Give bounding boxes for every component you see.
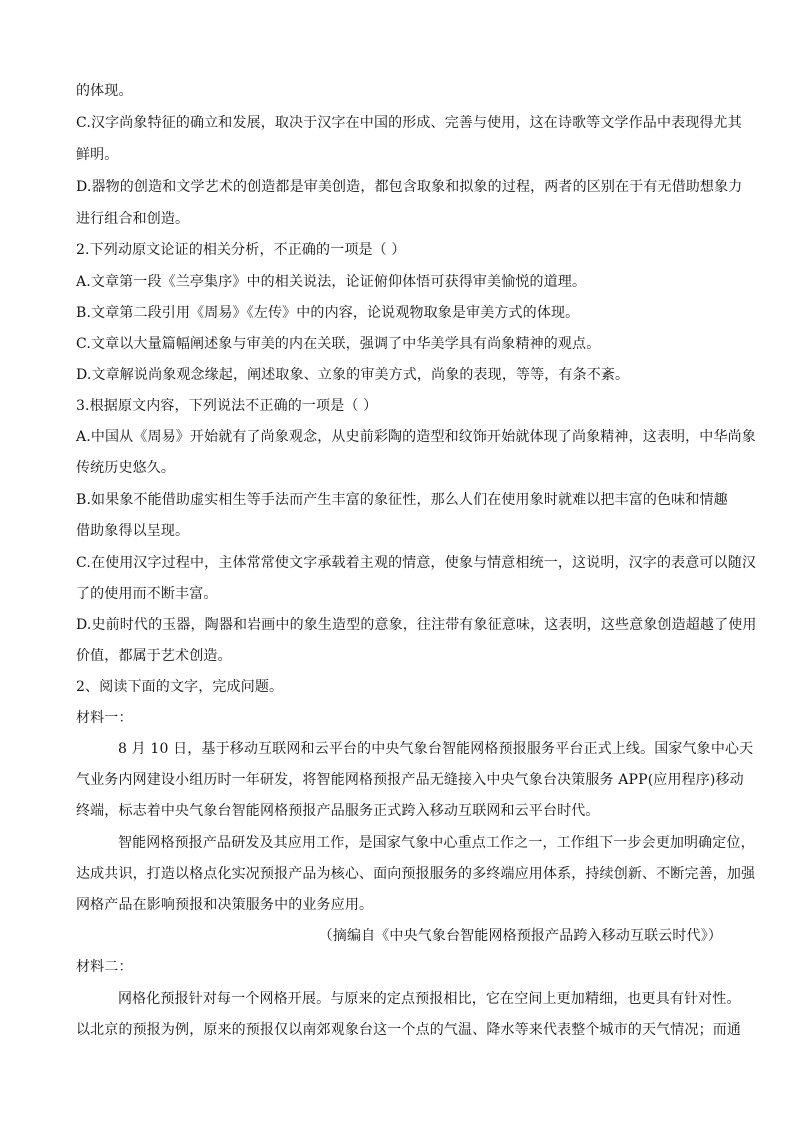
material-1-paragraph-line: 8 月 10 日，基于移动互联网和云平台的中央气象台智能网格预报服务平台正式上线。国家气象中心天 [118, 741, 754, 757]
section-2-heading: 2、阅读下面的文字，完成问题。 [76, 679, 284, 695]
q3-option-c-line-1: C.在使用汉字过程中，主体常常使文字承载着主观的情意，使象与情意相统一，这说明，汉字的表意可以随汉 [76, 555, 757, 571]
q2-option-c: C.文章以大量篇幅阐述象与审美的内在关联，强调了中华美学具有尚象精神的观点。 [76, 336, 601, 352]
q2-option-b: B.文章第二段引用《周易》《左传》中的内容，论说观物取象是审美方式的体现。 [76, 305, 580, 321]
material-1-paragraph-line: 达成共识，打造以格点化实况预报产品为核心、面向预报服务的多终端应用体系，持续创新、不断完善，加强 [76, 866, 756, 882]
material-1-paragraph-line: 网格产品在影响预报和决策服务中的业务应用。 [76, 897, 374, 913]
material-1-label: 材料一： [76, 710, 133, 726]
q3-option-c-line-2: 了的使用而不断丰富。 [76, 586, 218, 602]
option-d-line-2: 进行组合和创造。 [76, 211, 190, 227]
material-1-paragraph-line: 智能网格预报产品研发及其应用工作，是国家气象中心重点工作之一，工作组下一步会更加明确定位， [118, 835, 755, 851]
question-2: 2.下列动原文论证的相关分析，不正确的一项是（ ） [76, 242, 406, 258]
option-c-line-1: C.汉字尚象特征的确立和发展，取决于汉字在中国的形成、完善与使用，这在诗歌等文学作品中表现得尤其 [76, 115, 742, 131]
source-note: （摘编自《中央气象台智能网格预报产品跨入移动互联云时代》） [318, 928, 722, 944]
q3-option-a-line-2: 传统历史悠久。 [76, 460, 176, 476]
q3-option-a-line-1: A.中国从《周易》开始就有了尚象观念，从史前彩陶的造型和纹饰开始就体现了尚象精神，这表明，中华尚象 [76, 429, 756, 445]
material-2-paragraph-line: 以北京的预报为例，原来的预报仅以南郊观象台这一个点的气温、降水等来代表整个城市的天气情况；而通 [76, 1022, 742, 1038]
option-c-line-2: 鲜明。 [76, 147, 119, 163]
material-2-label: 材料二： [76, 959, 133, 975]
q2-option-a: A.文章第一段《兰亭集序》中的相关说法，论证俯仰体悟可获得审美愉悦的道理。 [76, 274, 587, 290]
q3-option-b-line-1: B.如果象不能借助虚实相生等手法而产生丰富的象征性，那么人们在使用象时就难以把丰富的色味和情趣 [76, 492, 728, 508]
material-2-paragraph-line: 网格化预报针对每一个网格开展。与原来的定点预报相比，它在空间上更加精细，也更具有针对性。 [118, 991, 741, 1007]
text-line: 的体现。 [76, 83, 133, 99]
q3-option-d-line-2: 价值，都属于艺术创造。 [76, 648, 232, 664]
option-d-line-1: D.器物的创造和文学艺术的创造都是审美创造，都包含取象和拟象的过程，两者的区别在于有无借助想象力 [76, 179, 743, 195]
material-1-paragraph-line: 终端，标志着中央气象台智能网格预报产品服务正式跨入移动互联网和云平台时代。 [76, 803, 600, 819]
material-1-paragraph-line: 气业务内网建设小组历时一年研发，将智能网格预报产品无缝接入中央气象台决策服务 APP(应用程序)移动 [76, 772, 744, 788]
q3-option-b-line-2: 借助象得以呈现。 [76, 523, 190, 539]
q2-option-d: D.文章解说尚象观念缘起，阐述取象、立象的审美方式，尚象的表现，等等，有条不紊。 [76, 367, 630, 383]
q3-option-d-line-1: D.史前时代的玉器，陶器和岩画中的象生造型的意象，往注带有象征意味，这表明，这些意象创造超越了使用 [76, 617, 757, 633]
question-3: 3.根据原文内容，下列说法不正确的一项是（ ） [76, 398, 378, 414]
